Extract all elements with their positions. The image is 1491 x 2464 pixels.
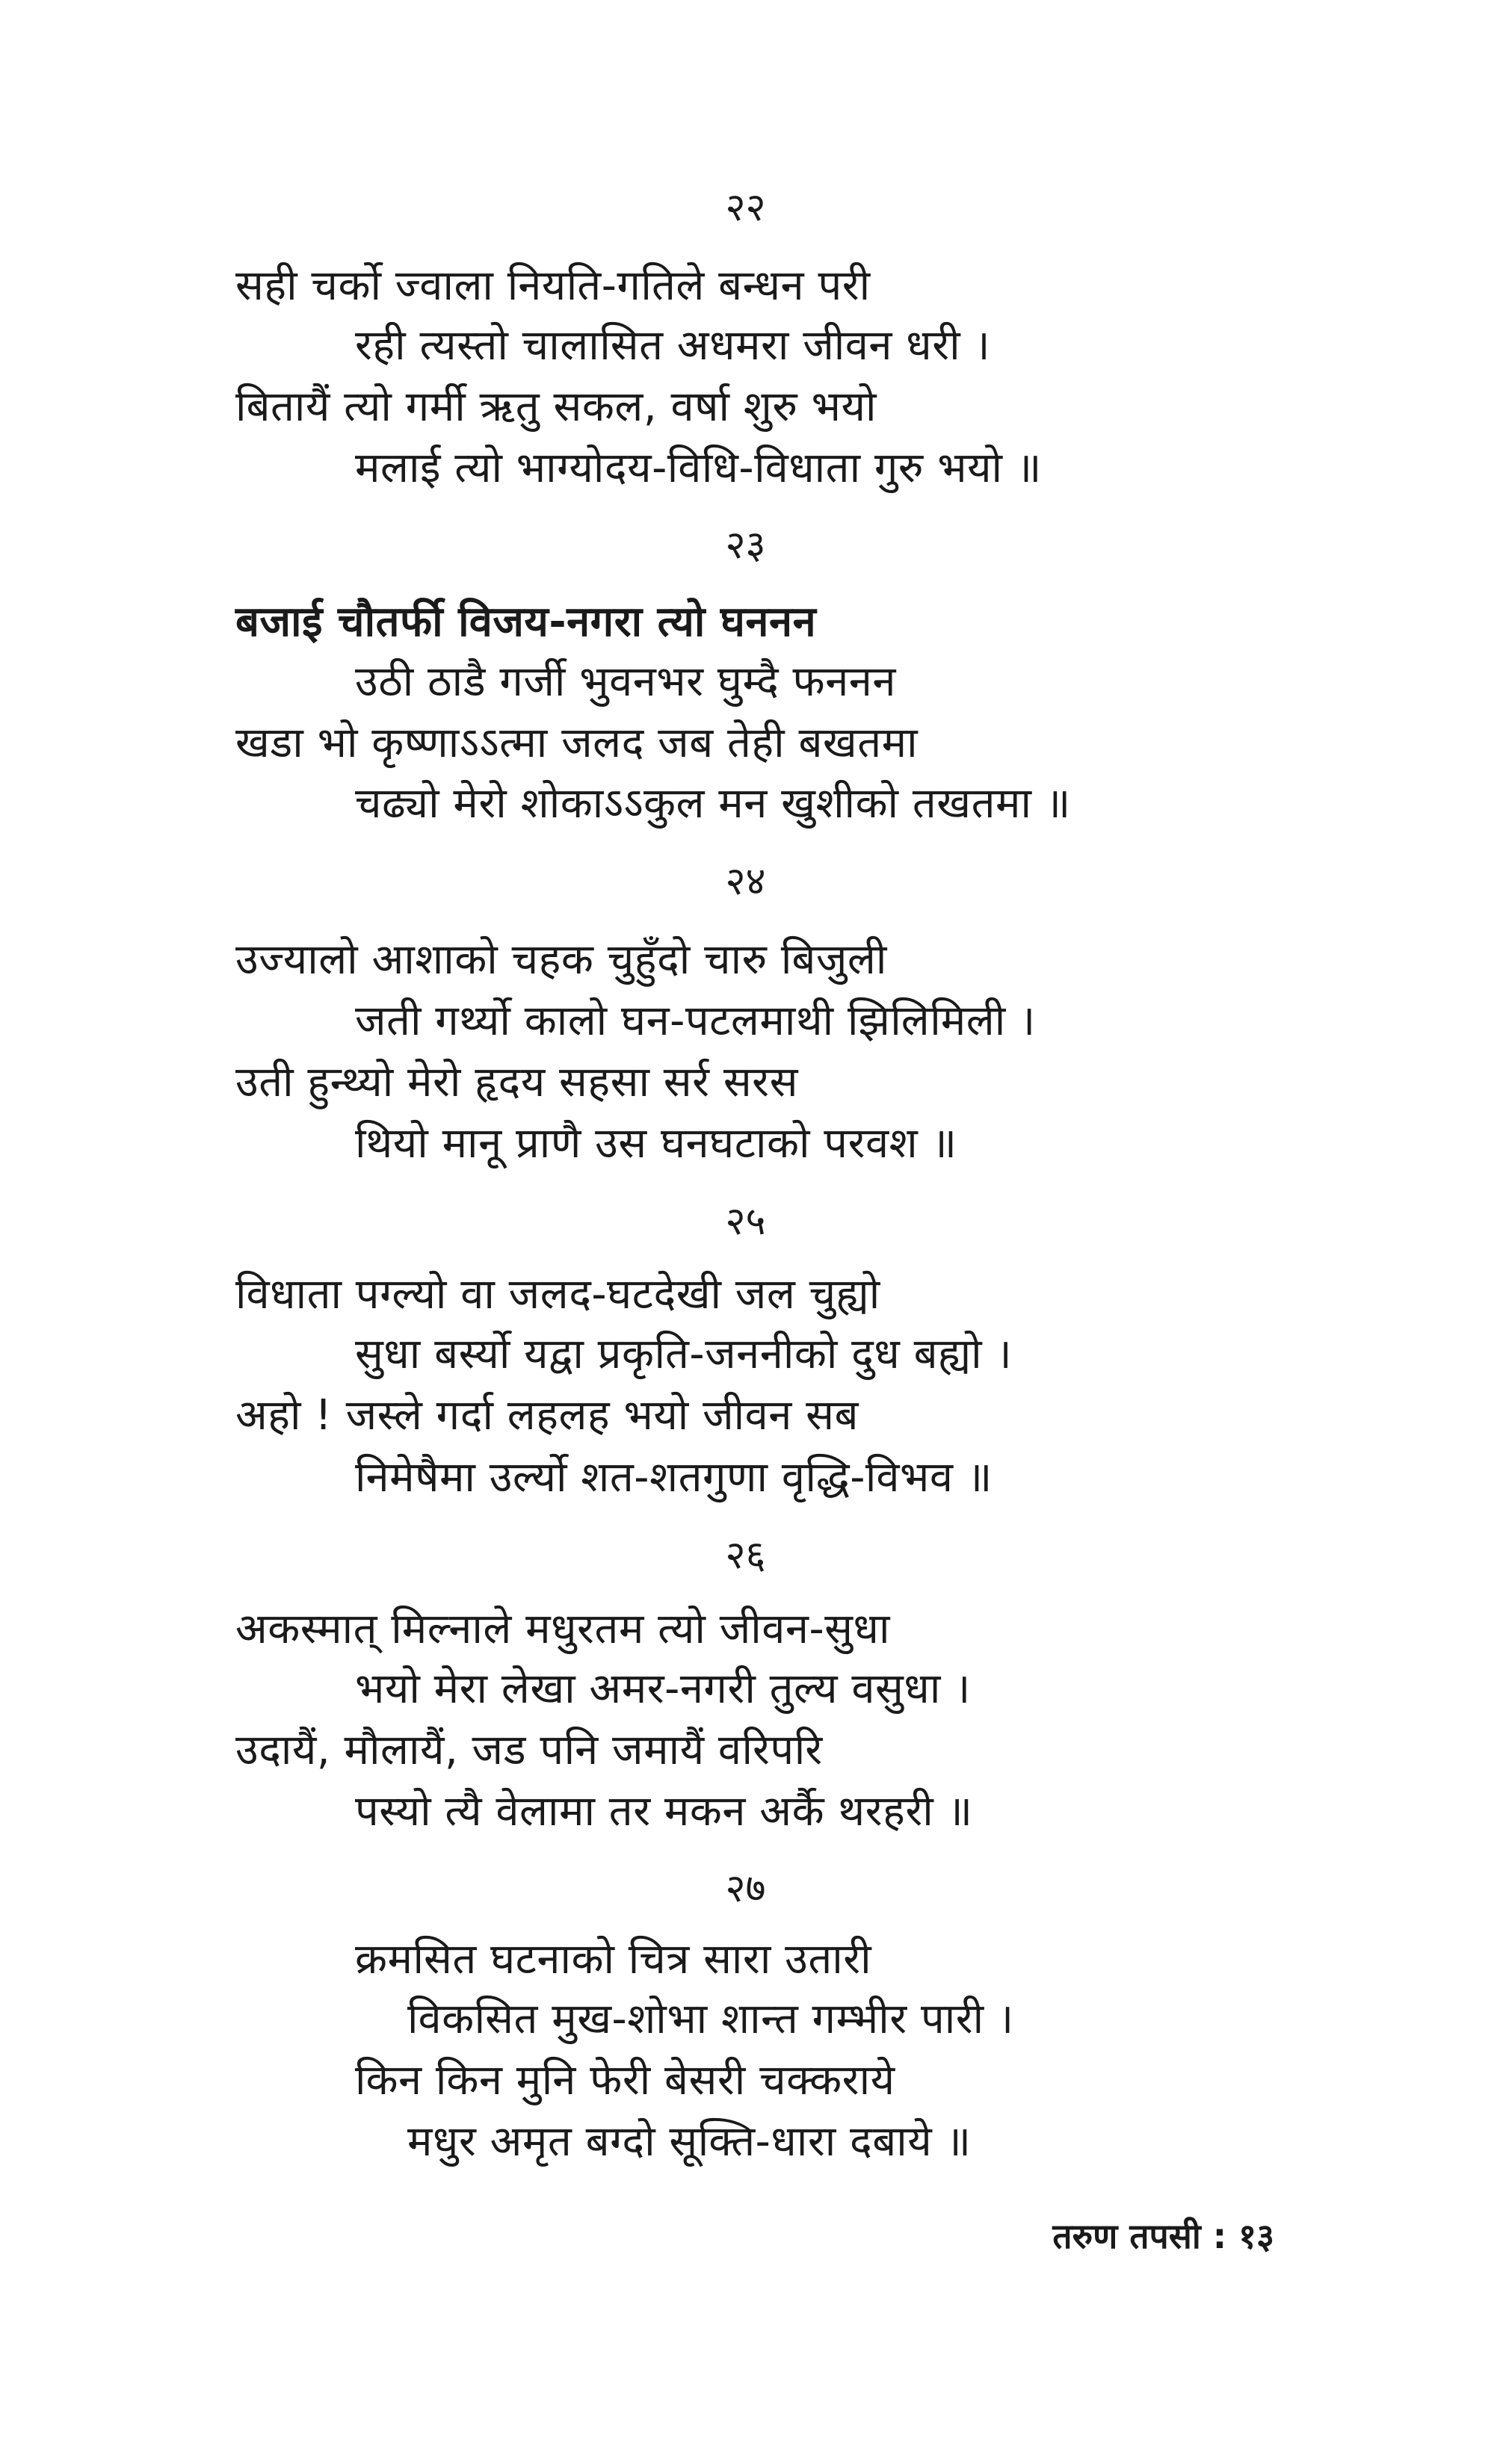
verse-line: जती गर्थ्यो कालो घन-पटलमाथी झिलिमिली ।: [355, 997, 1036, 1045]
page-footer: तरुण तपसी : १३: [1052, 2216, 1274, 2256]
stanza-number: २३: [725, 523, 766, 568]
stanza-number: २४: [725, 859, 766, 904]
verse-line: खडा भो कृष्णाऽऽत्मा जलद जब तेही बखतमा: [235, 719, 919, 767]
verse-line: उती हुन्थ्यो मेरो हृदय सहसा सर्र सरस: [235, 1058, 798, 1106]
verse-line: अकस्मात् मिल्नाले मधुरतम त्यो जीवन-सुधा: [235, 1605, 890, 1653]
verse-line: किन किन मुनि फेरी बेसरी चक्कराये: [355, 2056, 895, 2105]
verse-line: बितायैं त्यो गर्मी ऋतु सकल, वर्षा शुरु भयो: [235, 383, 877, 431]
verse-line: बजाई चौतर्फी विजय-नगरा त्यो घननन: [235, 598, 817, 646]
verse-line: विकसित मुख-शोभा शान्त गम्भीर पारी ।: [407, 1995, 1014, 2043]
stanza-number: २२: [725, 185, 766, 230]
verse-line: भयो मेरा लेखा अमर-नगरी तुल्य वसुधा ।: [355, 1665, 971, 1713]
verse-line: उदायैं, मौलायैं, जड पनि जमायैं वरिपरि: [235, 1726, 823, 1774]
verse-line: रही त्यस्तो चालासित अधमरा जीवन धरी ।: [355, 321, 991, 370]
stanza-number: २७: [725, 1866, 766, 1911]
verse-line: मलाई त्यो भाग्योदय-विधि-विधाता गुरु भयो ॥: [355, 444, 1042, 492]
verse-line: अहो ! जस्ले गर्दा लहलह भयो जीवन सब: [235, 1391, 859, 1440]
verse-line: सही चर्को ज्वाला नियति-गतिले बन्धन परी: [235, 261, 871, 310]
verse-line: थियो मानू प्राणै उस घनघटाको परवश ॥: [355, 1119, 957, 1168]
verse-line: मधुर अमृत बग्दो सूक्ति-धारा दबाये ॥: [407, 2117, 972, 2166]
verse-line: पस्यो त्यै वेलामा तर मकन अर्कै थरहरी ॥: [355, 1787, 973, 1836]
verse-line: उठी ठाडै गर्जी भुवनभर घुम्दै फननन: [355, 657, 896, 706]
verse-line: चढ्यो मेरो शोकाऽऽकुल मन खुशीको तखतमा ॥: [355, 779, 1071, 828]
verse-line: सुधा बर्स्यो यद्वा प्रकृति-जननीको दुध बह्यो ।: [355, 1330, 1013, 1378]
verse-line: निमेषैमा उर्ल्यो शत-शतगुणा वृद्धि-विभव ॥: [355, 1453, 993, 1502]
verse-line: उज्यालो आशाको चहक चुहुँदो चारु बिजुली: [235, 935, 887, 984]
verse-line: विधाता पग्ल्यो वा जलद-घटदेखी जल चुह्यो: [235, 1270, 880, 1319]
stanza-number: २५: [725, 1199, 766, 1244]
stanza-number: २६: [725, 1533, 766, 1578]
verse-line: क्रमसित घटनाको चित्र सारा उतारी: [355, 1935, 872, 1984]
